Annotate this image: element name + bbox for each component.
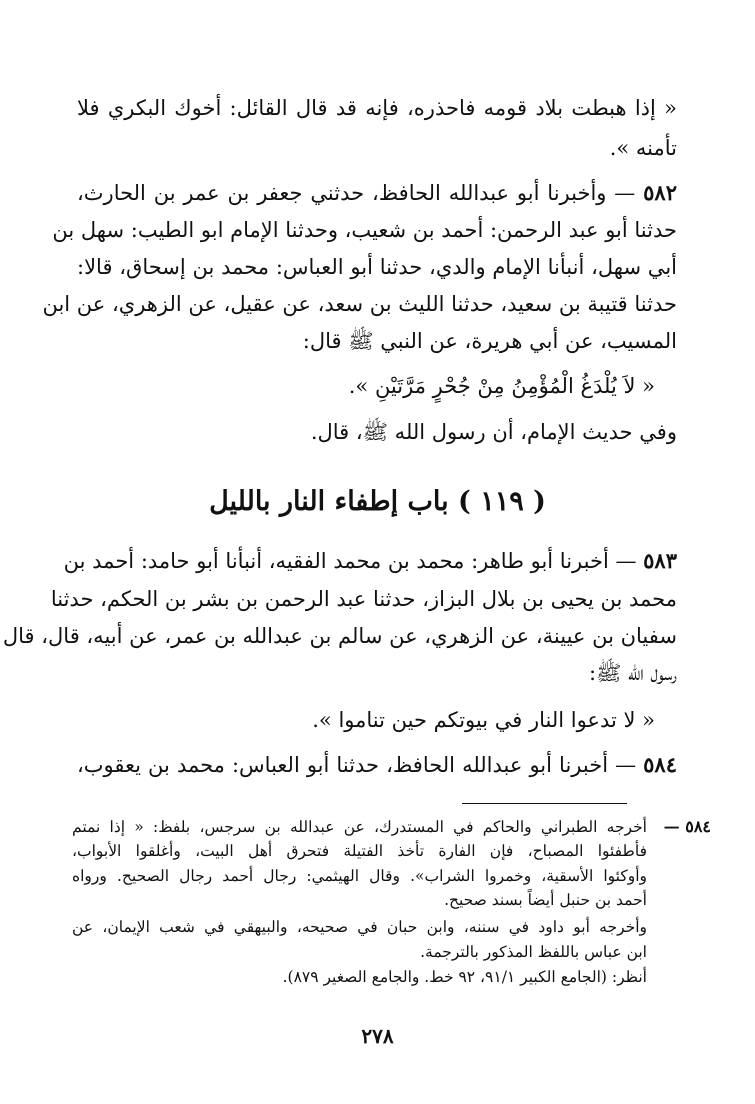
footnote-line: أحمد بن حنبل أيضاً بسند صحيح.	[444, 891, 647, 909]
text-line: وفي حديث الإمام، أن رسول الله ﷺ، قال.	[310, 420, 677, 444]
text-line: حدثنا أبو عبد الرحمن: أحمد بن شعيب، وحدثنا الإمام ابو الطيب: سهل بن	[52, 218, 677, 242]
text-line: محمد بن يحيى بن بلال البزاز، حدثنا عبد الرحمن بن بشر بن الحكم، حدثنا	[50, 587, 677, 611]
hadith-584-line	[77, 749, 677, 781]
text-line: حدثنا قتيبة بن سعيد، حدثنا الليث بن سعد، عن عقيل، عن الزهري، عن ابن	[42, 292, 677, 316]
footnote-number: ٥٨٤ —	[663, 817, 711, 836]
chapter-heading: ( ١١٩ ) باب إطفاء النار بالليل	[209, 486, 546, 517]
footnote-divider	[462, 803, 627, 804]
text-line: تأمنه ».	[609, 136, 677, 160]
text-line: رسول الله ﷺ:	[588, 661, 677, 685]
text-span: — أخبرنا أبو عبدالله الحافظ، حدثنا أبو العباس: محمد بن يعقوب،	[77, 753, 637, 777]
hadith-number: ٥٨٤	[643, 752, 677, 777]
page-number: ٢٧٨	[361, 1024, 394, 1048]
hadith-number: ٥٨٢	[643, 180, 677, 205]
footnote-line: وأوكئوا الأسقية، وخمروا الشراب». وقال الهيثمي: رجال أحمد رجال الصحيح. ورواه	[72, 867, 647, 885]
hadith-583-line	[63, 545, 677, 577]
hadith-number: ٥٨٣	[643, 548, 677, 573]
hadith-582-line	[77, 177, 677, 209]
text-line: سفيان بن عيينة، عن الزهري، عن سالم بن عبدالله بن عمر، عن أبيه، قال، قال	[2, 624, 677, 648]
text-line: « إذا هبطت بلاد قومه فاحذره، فإنه قد قال القائل: أخوك البكري فلا	[77, 96, 677, 120]
footnote-line: ابن عباس باللفظ المذكور بالترجمة.	[420, 943, 647, 961]
text-line: أبي سهل، أنبأنا الإمام والدي، حدثنا أبو العباس: محمد بن إسحاق، قالا:	[77, 255, 677, 279]
footnote-line: فأطفئوا المصباح، فإن الفارة تأخذ الفتيلة فتحرق أهل البيت، وأغلقوا الأبواب،	[72, 842, 647, 860]
footnote-line: أخرجه الطبراني والحاكم في المستدرك، عن عبدالله بن سرجس، بلفظ: « إذا نمتم	[72, 818, 647, 836]
hadith-quote: « لاَ يُلْدَغُ الْمُؤْمِنُ مِنْ جُحْرٍ مَرَّتَيْنِ ».	[348, 374, 655, 398]
text-span: — وأخبرنا أبو عبدالله الحافظ، حدثني جعفر بن عمر بن الحارث،	[77, 181, 636, 205]
text-span: — أخبرنا أبو طاهر: محمد بن محمد الفقيه، أنبأنا أبو حامد: أحمد بن	[63, 549, 637, 573]
hadith-quote: « لا تدعوا النار في بيوتكم حين تناموا ».	[312, 708, 655, 732]
footnote-line: وأخرجه أبو داود في سننه، وابن حبان في صحيحه، والبيهقي في شعب الإيمان، عن	[72, 918, 647, 936]
text-line: المسيب، عن أبي هريرة، عن النبي ﷺ قال:	[302, 329, 677, 353]
footnote-line: أنظر: (الجامع الكبير ٩١/١، ٩٢ خط. والجامع الصغير ٨٧٩).	[282, 968, 647, 986]
